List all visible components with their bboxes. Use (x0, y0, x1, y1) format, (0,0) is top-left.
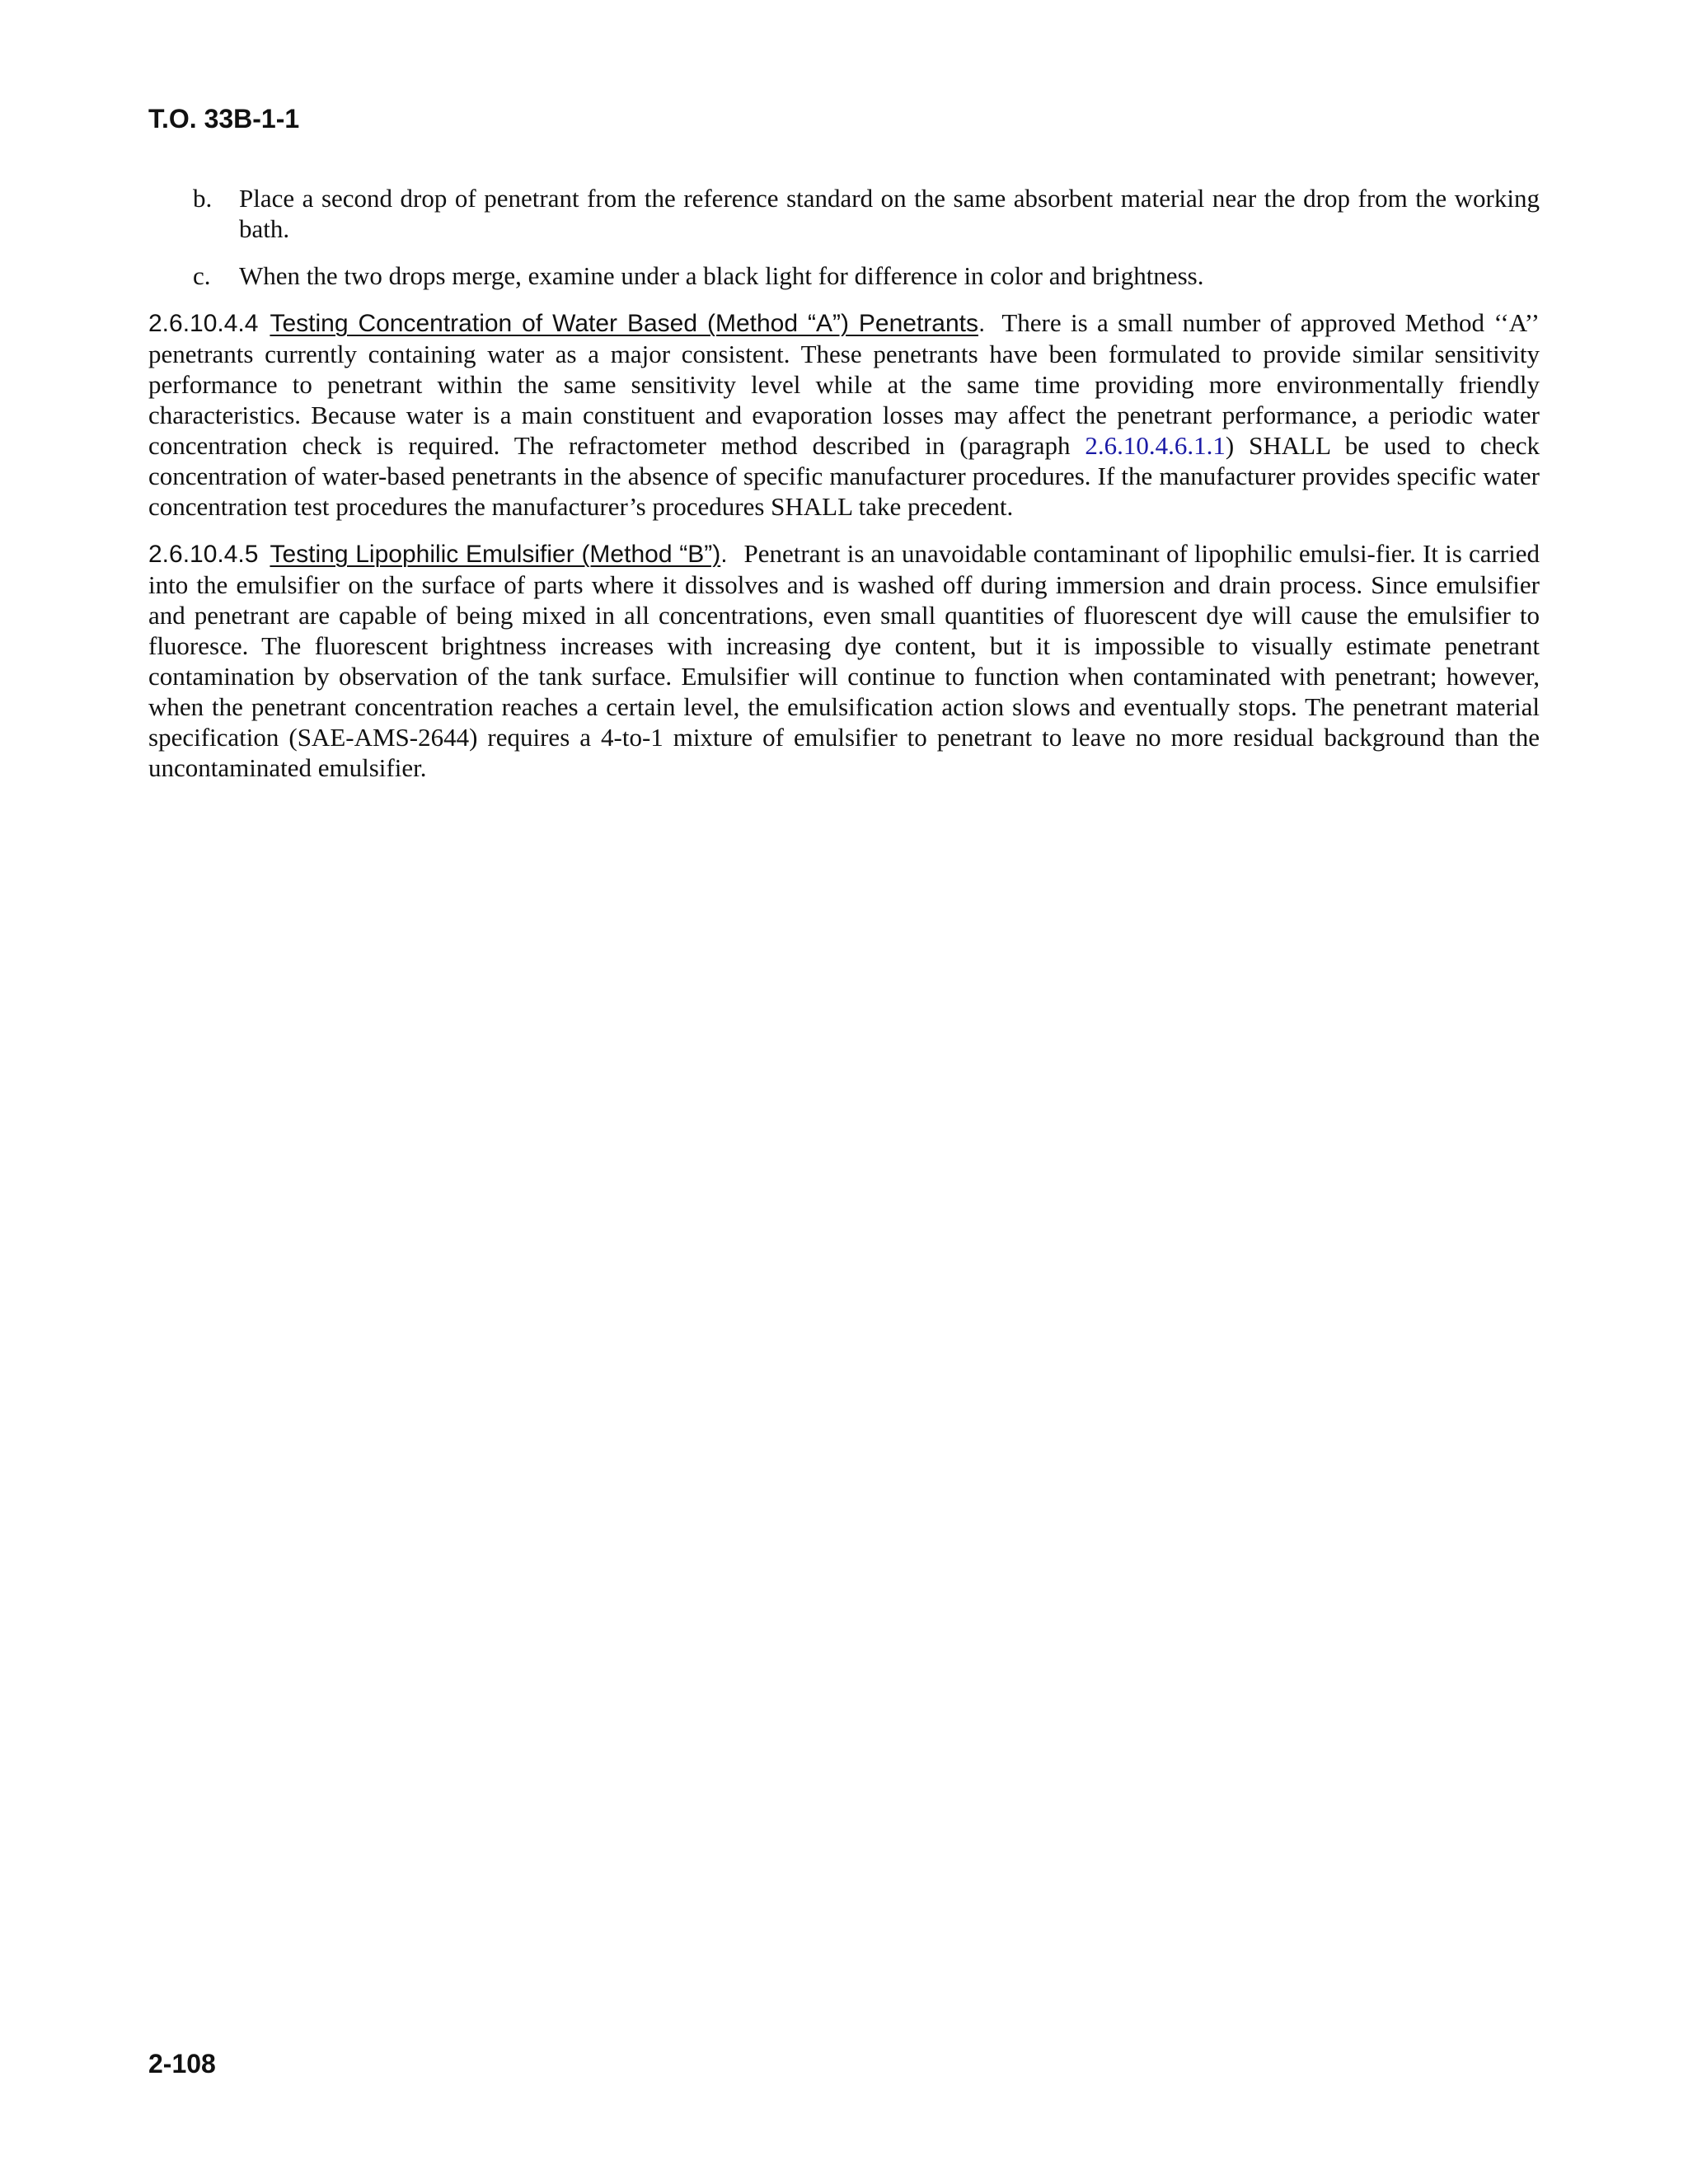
paragraph-body: Penetrant is an unavoidable contaminant of lipophilic emulsi-fier. It is carried into the emulsifier on the surface of parts where it dissolves and is washed off during immersion and drain process. Since emulsifier and penetrant are capable of being mixed in all concentrations, even small quantities of fluorescent dye will cause the emulsifier to fluoresce. The fluorescent brightness increases with increasing dye content, but it is impossible to visually estimate penetrant contamination by observation of the tank surface. Emulsifier will continue to function when contaminated with penetrant; however, when the penetrant concentration reaches a certain level, the emulsification action slows and eventually stops. The penetrant material specification (SAE-AMS-2644) requires a 4-to-1 mixture of emulsifier to penetrant to leave no more residual background than the uncontaminated emulsifier. (148, 539, 1540, 782)
procedure-step-c (193, 260, 1540, 291)
paragraph-2-6-10-4-4 (148, 307, 1540, 522)
step-text: When the two drops merge, examine under a black light for difference in color and brightness. (239, 261, 1204, 290)
paragraph-body: There is a small number of approved Method ‘‘A’’ penetrants currently containing water as a major consistent. These penetrants have been formulated to provide similar sensitivity performance to penetrant within the same sensitivity level while at the same time providing more environmentally friendly characteristics. Because water is a main constituent and evaporation losses may affect the penetrant performance, a periodic water concentration check is required. The refractometer method described in (paragraph (148, 308, 1540, 460)
document-code-header: T.O. 33B-1-1 (148, 104, 300, 134)
page-number: 2-108 (148, 2049, 216, 2079)
step-marker: c. (193, 261, 211, 290)
paragraph-number: 2.6.10.4.4 (148, 310, 259, 337)
paragraph-title: Testing Lipophilic Emulsifier (Method “B”) (270, 541, 721, 568)
paragraph-reference-link[interactable]: 2.6.10.4.6.1.1 (1085, 431, 1226, 460)
step-text: Place a second drop of penetrant from the reference standard on the same absorbent material near the drop from the working bath. (239, 184, 1540, 243)
paragraph-title-period: . (978, 310, 986, 337)
step-marker: b. (193, 184, 213, 213)
procedure-step-b (193, 183, 1540, 244)
paragraph-title: Testing Concentration of Water Based (Method “A”) Penetrants (270, 310, 978, 337)
paragraph-body-continued: ) SHALL be used to check concentration of water-based penetrants in the absence of specific manufacturer procedures. If the manufacturer provides specific water concentration test procedures the manufacturer’s procedures SHALL take precedent. (148, 431, 1540, 521)
paragraph-number: 2.6.10.4.5 (148, 541, 259, 568)
paragraph-title-period: . (720, 541, 728, 568)
page-content (148, 183, 1540, 799)
paragraph-2-6-10-4-5 (148, 538, 1540, 783)
